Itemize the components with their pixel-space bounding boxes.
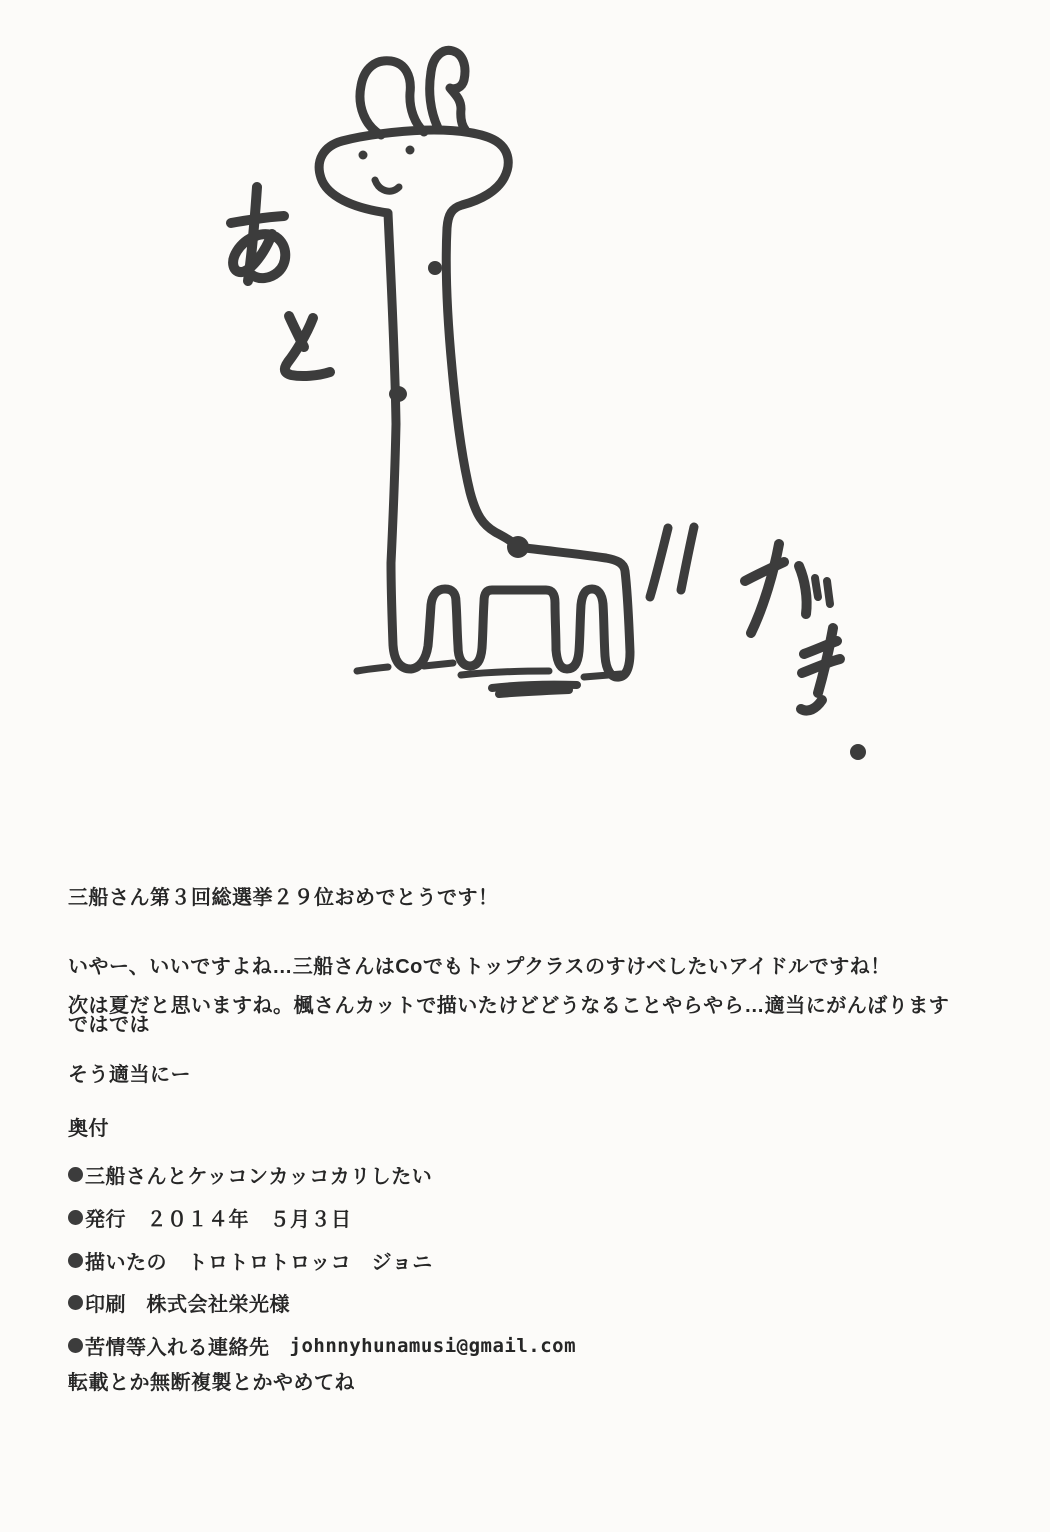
bullet-icon (68, 1295, 83, 1310)
handwritten-ato (231, 187, 330, 376)
ground-stroke (357, 667, 388, 671)
giraffe-spot (507, 536, 529, 558)
ground-stroke (584, 674, 621, 677)
giraffe-eye (359, 151, 368, 160)
hiragana-ga-stroke (751, 544, 779, 633)
colophon-item-text: 発行 ２０１４年 ５月３日 (85, 1209, 352, 1231)
bullet-icon (68, 1210, 83, 1225)
paragraph-line: 三船さん第３回総選挙２９位おめでとうです！ (68, 887, 499, 909)
afterword-closing: ではでは (68, 1014, 150, 1036)
hiragana-ki-stroke (801, 700, 822, 711)
colophon-item-text: 描いたの トロトロトロッコ ジョニ (85, 1252, 433, 1274)
colophon-item-text: 苦情等入れる連絡先 (85, 1337, 270, 1359)
handwritten-gaki (745, 544, 840, 711)
hiragana-a-stroke (233, 234, 285, 278)
colophon-note: 転載とか無断複製とかやめてね (68, 1372, 355, 1394)
hiragana-ga-dakuten (827, 581, 830, 604)
paragraph-line: いやー、いいですよね…三船さんはCoでもトップクラスのすけべしたいアイドルですね！ (68, 956, 891, 978)
giraffe-eye (406, 146, 415, 155)
colophon-heading: 奥付 (68, 1118, 109, 1140)
giraffe-body-outline (319, 130, 630, 677)
hiragana-ga-stroke (799, 566, 807, 614)
giraffe-left-horn (360, 61, 424, 135)
ground-stroke (499, 690, 569, 694)
colophon-item-printer (68, 1288, 290, 1317)
colophon-item-text: 印刷 株式会社栄光様 (85, 1294, 290, 1316)
ground-stroke (461, 671, 549, 675)
contact-email: johnnyhunamusi@gmail.com (289, 1334, 577, 1357)
colophon-item-text: 三船さんとケッコンカッコカリしたい (85, 1166, 433, 1188)
giraffe-spot (428, 261, 442, 275)
dakuten-flick-marks (650, 527, 694, 597)
flick-stroke (681, 527, 694, 590)
paragraph-line: そう適当にー (68, 1064, 191, 1086)
giraffe-right-horn (430, 50, 467, 132)
bullet-icon (68, 1167, 83, 1182)
colophon-item-artist (68, 1246, 433, 1275)
colophon-item-publish-date (68, 1203, 352, 1232)
giraffe-spot (389, 386, 407, 402)
afterword-paragraph-2 (68, 949, 949, 1133)
paragraph-line: 次は夏だと思いますね。楓さんカットで描いたけどどうなることやらやら…適当にがんばります (68, 995, 950, 1017)
flick-stroke (650, 528, 668, 597)
bullet-icon (68, 1338, 83, 1353)
giraffe-mouth (375, 180, 399, 191)
ground-stroke (424, 663, 453, 666)
giraffe-figure (319, 50, 630, 677)
colophon-item-title (68, 1160, 432, 1189)
bullet-icon (68, 1253, 83, 1268)
hiragana-ga-dakuten (815, 578, 818, 597)
colophon-item-contact (68, 1331, 576, 1360)
handwritten-period-dot (850, 744, 866, 760)
